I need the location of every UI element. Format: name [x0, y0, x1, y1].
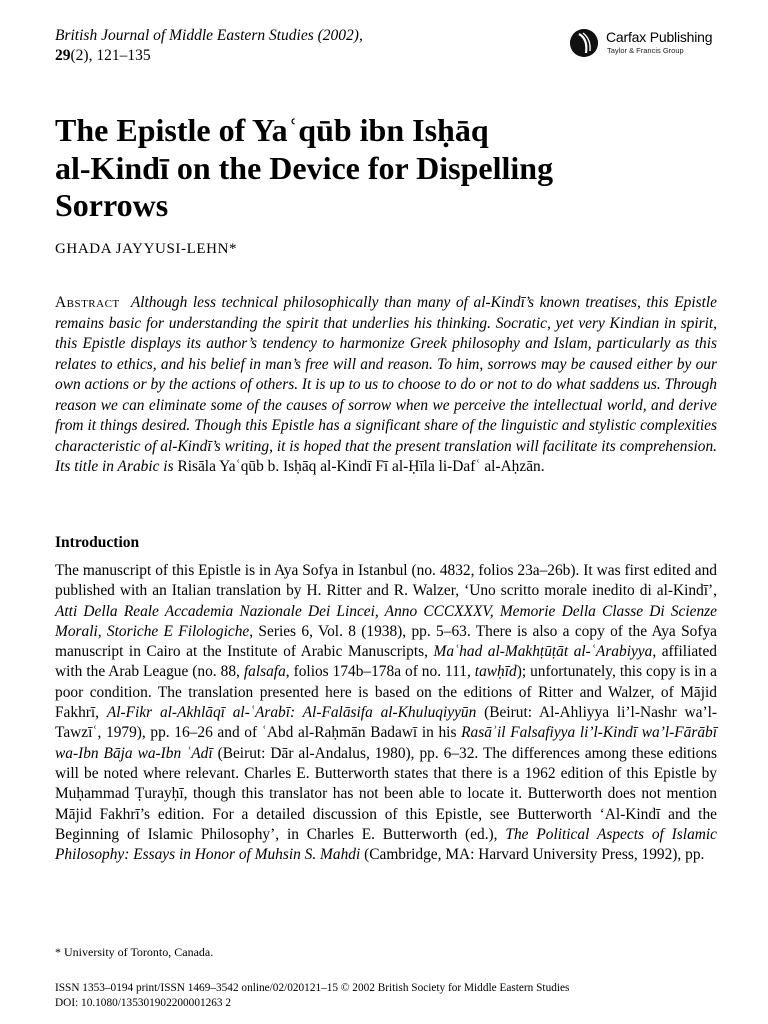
publisher-name: Carfax Publishing	[606, 29, 713, 45]
title-line-2: al-Kindī on the Device for Dispelling	[55, 149, 554, 186]
title-line-1: The Epistle of Yaʿqūb ibn Isḥāq	[55, 112, 489, 148]
publisher-logo	[570, 27, 730, 59]
journal-citation	[55, 26, 525, 66]
abstract	[55, 293, 717, 478]
publisher-group: Taylor & Francis Group	[607, 46, 684, 55]
journal-issue-pages: (2), 121–135	[70, 47, 151, 64]
journal-name: British Journal of Middle Eastern Studies (2002),	[55, 27, 363, 44]
footnote: * University of Toronto, Canada.	[55, 945, 214, 959]
body-italic-run: Rasāʾil Falsafiyya li’l-Kindī wa’l-Fārābī wa-Ibn Bāja wa-Ibn ʿAdī	[55, 724, 718, 762]
issn-line: ISSN 1353–0194 print/ISSN 1469–3542 online/02/020121–15 © 2002 British Society for Middle Eastern Studies	[55, 982, 570, 994]
body-text-run: (Beirut: Al-Ahliyya li’l-Nashr wa’l-Tawzīʿ, 1979), pp. 16–26 and of ʿAbd al-Raḥmān Badawī in his	[55, 704, 717, 742]
journal-volume-line	[55, 46, 525, 66]
body-text-run: ); unfortunately, this copy is in a poor condition. The translation presented here is based on the editions of Ritter and Walzer, of Mājid Fakhrī,	[55, 663, 717, 722]
body-italic-run: Atti Della Reale Accademia Nazionale Dei Lincei, Anno CCCXXXV, Memorie Della Classe Di Scienze Morali, Storiche E Filologiche	[55, 602, 717, 640]
body-text-run: (Cambridge, MA: Harvard University Press, 1992), pp.	[364, 846, 705, 864]
body-text-run: The manuscript of this Epistle is in Aya Sofya in Istanbul (no. 4832, folios 23a–26b). It was first edited and published with an Italian translation by H. Ritter and R. Walzer, ‘Uno scritto morale inedito di al-Kindī’,	[55, 562, 717, 600]
body-text-run: , folios 174b–178a of no. 111,	[285, 663, 471, 681]
body-italic-run: tawḥīd	[474, 663, 517, 681]
body-italic-run: falsafa	[243, 663, 286, 681]
issn-doi-block	[55, 981, 720, 1011]
carfax-logo-icon	[570, 29, 598, 57]
body-italic-run: The Political Aspects of Islamic Philosophy: Essays in Honor of Muhsin S. Mahdi	[55, 825, 717, 864]
paper-title	[55, 112, 725, 225]
title-line-3: Sorrows	[55, 187, 169, 223]
author-name: GHADA JAYYUSI-LEHN*	[55, 241, 238, 257]
section-heading: Introduction	[55, 534, 140, 551]
body-text-run: , affiliated with the Arab League (no. 88,	[55, 643, 717, 681]
doi-line: DOI: 10.1080/135301902200001263 2	[55, 997, 232, 1009]
abstract-arabic-title: Risāla Yaʿqūb b. Isḥāq al-Kindī Fī al-Ḥīla li-Dafʿ al-Aḥzān.	[177, 458, 545, 475]
journal-volume: 29	[55, 47, 71, 64]
abstract-label: Abstract	[55, 294, 120, 311]
introduction-paragraph	[55, 561, 717, 865]
body-text-run: (Beirut: Dār al-Andalus, 1980), pp. 6–32. The differences among these editions will be noted where relevant. Charles E. Butterworth states that there is a 1962 edition of this Epistle by Muḥammad Ṭurayḥī, though this translator has not been able to locate it. Butterworth does not mention Mājid Fakhrī’s edition. For a detailed discussion of this Epistle, see Butterworth ‘Al-Kindī and the Beginning of Islamic Philosophy’, in Charles E. Butterworth (ed.),	[55, 744, 717, 843]
body-italic-run: Al-Fikr al-Akhlāqī al-ʿArabī: Al-Falāsifa al-Khuluqiyyūn	[106, 704, 477, 722]
abstract-text: Although less technical philosophically than many of al-Kindī’s known treatises, this Epistle remains basic for understanding the spirit that underlies his thinking. Socratic, yet very Kindian in spirit, this Epistle displays its author’s tendency to harmonize Greek philosophy and Islam, particularly as this relates to ethics, and his belief in man’s free will and reason. To him, sorrows may be caused either by our own actions or by the actions of others. It is up to us to choose to do or not to do what saddens us. Through reason we can eliminate some of the causes of sorrow when we perceive the intellectual world, and derive from it things desired. Though this Epistle has a significant share of the linguistic and stylistic complexities characteristic of al-Kindī’s writing, it is hoped that the present translation will facilitate its comprehension. Its title in Arabic is	[55, 294, 717, 475]
body-italic-run: Maʿhad al-Makhṭūṭāt al-ʿArabiyya	[433, 643, 653, 661]
body-text-run: , Series 6, Vol. 8 (1938), pp. 5–63. There is also a copy of the Aya Sofya manuscript in Cairo at the Institute of Arabic Manuscripts,	[55, 622, 717, 661]
